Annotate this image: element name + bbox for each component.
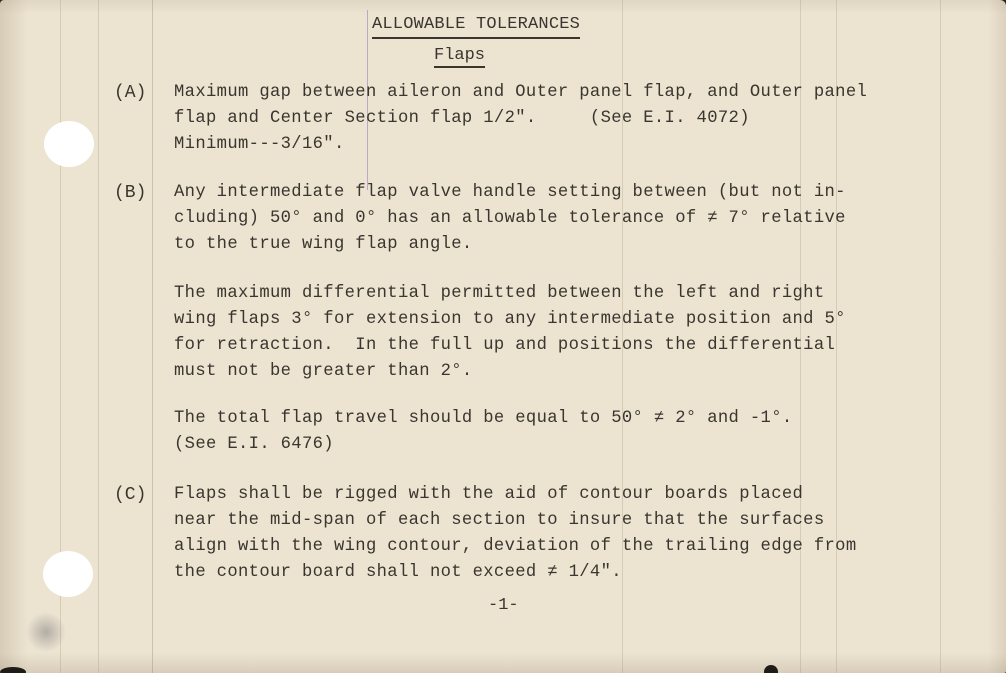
text-line: Flaps shall be rigged with the aid of contour boards placed: [174, 485, 804, 504]
text-line: the contour board shall not exceed ≠ 1/4".: [174, 563, 622, 582]
text-line: The total flap travel should be equal to 50° ≠ 2° and -1°.: [174, 409, 793, 428]
text-line: flap and Center Section flap 1/2". (See E.I. 4072): [174, 109, 750, 128]
text-line: for retraction. In the full up and positions the differential: [174, 336, 836, 355]
section-a-paragraph: [174, 80, 867, 158]
paper-fibre-line: [940, 0, 941, 673]
ink-smudge: [26, 612, 66, 652]
section-label-c: (C): [114, 485, 147, 505]
left-margin-rule: [152, 0, 153, 673]
text-line: Any intermediate flap valve handle setting between (but not in-: [174, 183, 846, 202]
text-line: The maximum differential permitted between the left and right: [174, 284, 825, 303]
edge-blot: [764, 665, 778, 673]
text-line: Maximum gap between aileron and Outer panel flap, and Outer panel: [174, 83, 868, 102]
text-line: to the true wing flap angle.: [174, 235, 473, 254]
text-line: align with the wing contour, deviation of the trailing edge from: [174, 537, 857, 556]
edge-blot: [0, 667, 26, 673]
section-b-paragraph-3: [174, 406, 793, 458]
section-label-a: (A): [114, 83, 147, 103]
section-c-paragraph: [174, 482, 857, 586]
text-line: Minimum---3/16".: [174, 135, 345, 154]
text-line: wing flaps 3° for extension to any intermediate position and 5°: [174, 310, 846, 329]
section-b-paragraph-1: [174, 180, 846, 258]
section-label-b: (B): [114, 183, 147, 203]
punch-hole-top: [44, 121, 94, 167]
text-line: (See E.I. 6476): [174, 435, 334, 454]
punch-hole-bottom: [43, 551, 93, 597]
document-title: ALLOWABLE TOLERANCES: [372, 14, 580, 39]
document-subtitle: Flaps: [434, 46, 485, 68]
text-line: near the mid-span of each section to insure that the surfaces: [174, 511, 825, 530]
page-number: -1-: [488, 596, 519, 615]
text-line: must not be greater than 2°.: [174, 362, 473, 381]
paper-fibre-line: [98, 0, 99, 673]
section-b-paragraph-2: [174, 281, 846, 385]
text-line: cluding) 50° and 0° has an allowable tolerance of ≠ 7° relative: [174, 209, 846, 228]
